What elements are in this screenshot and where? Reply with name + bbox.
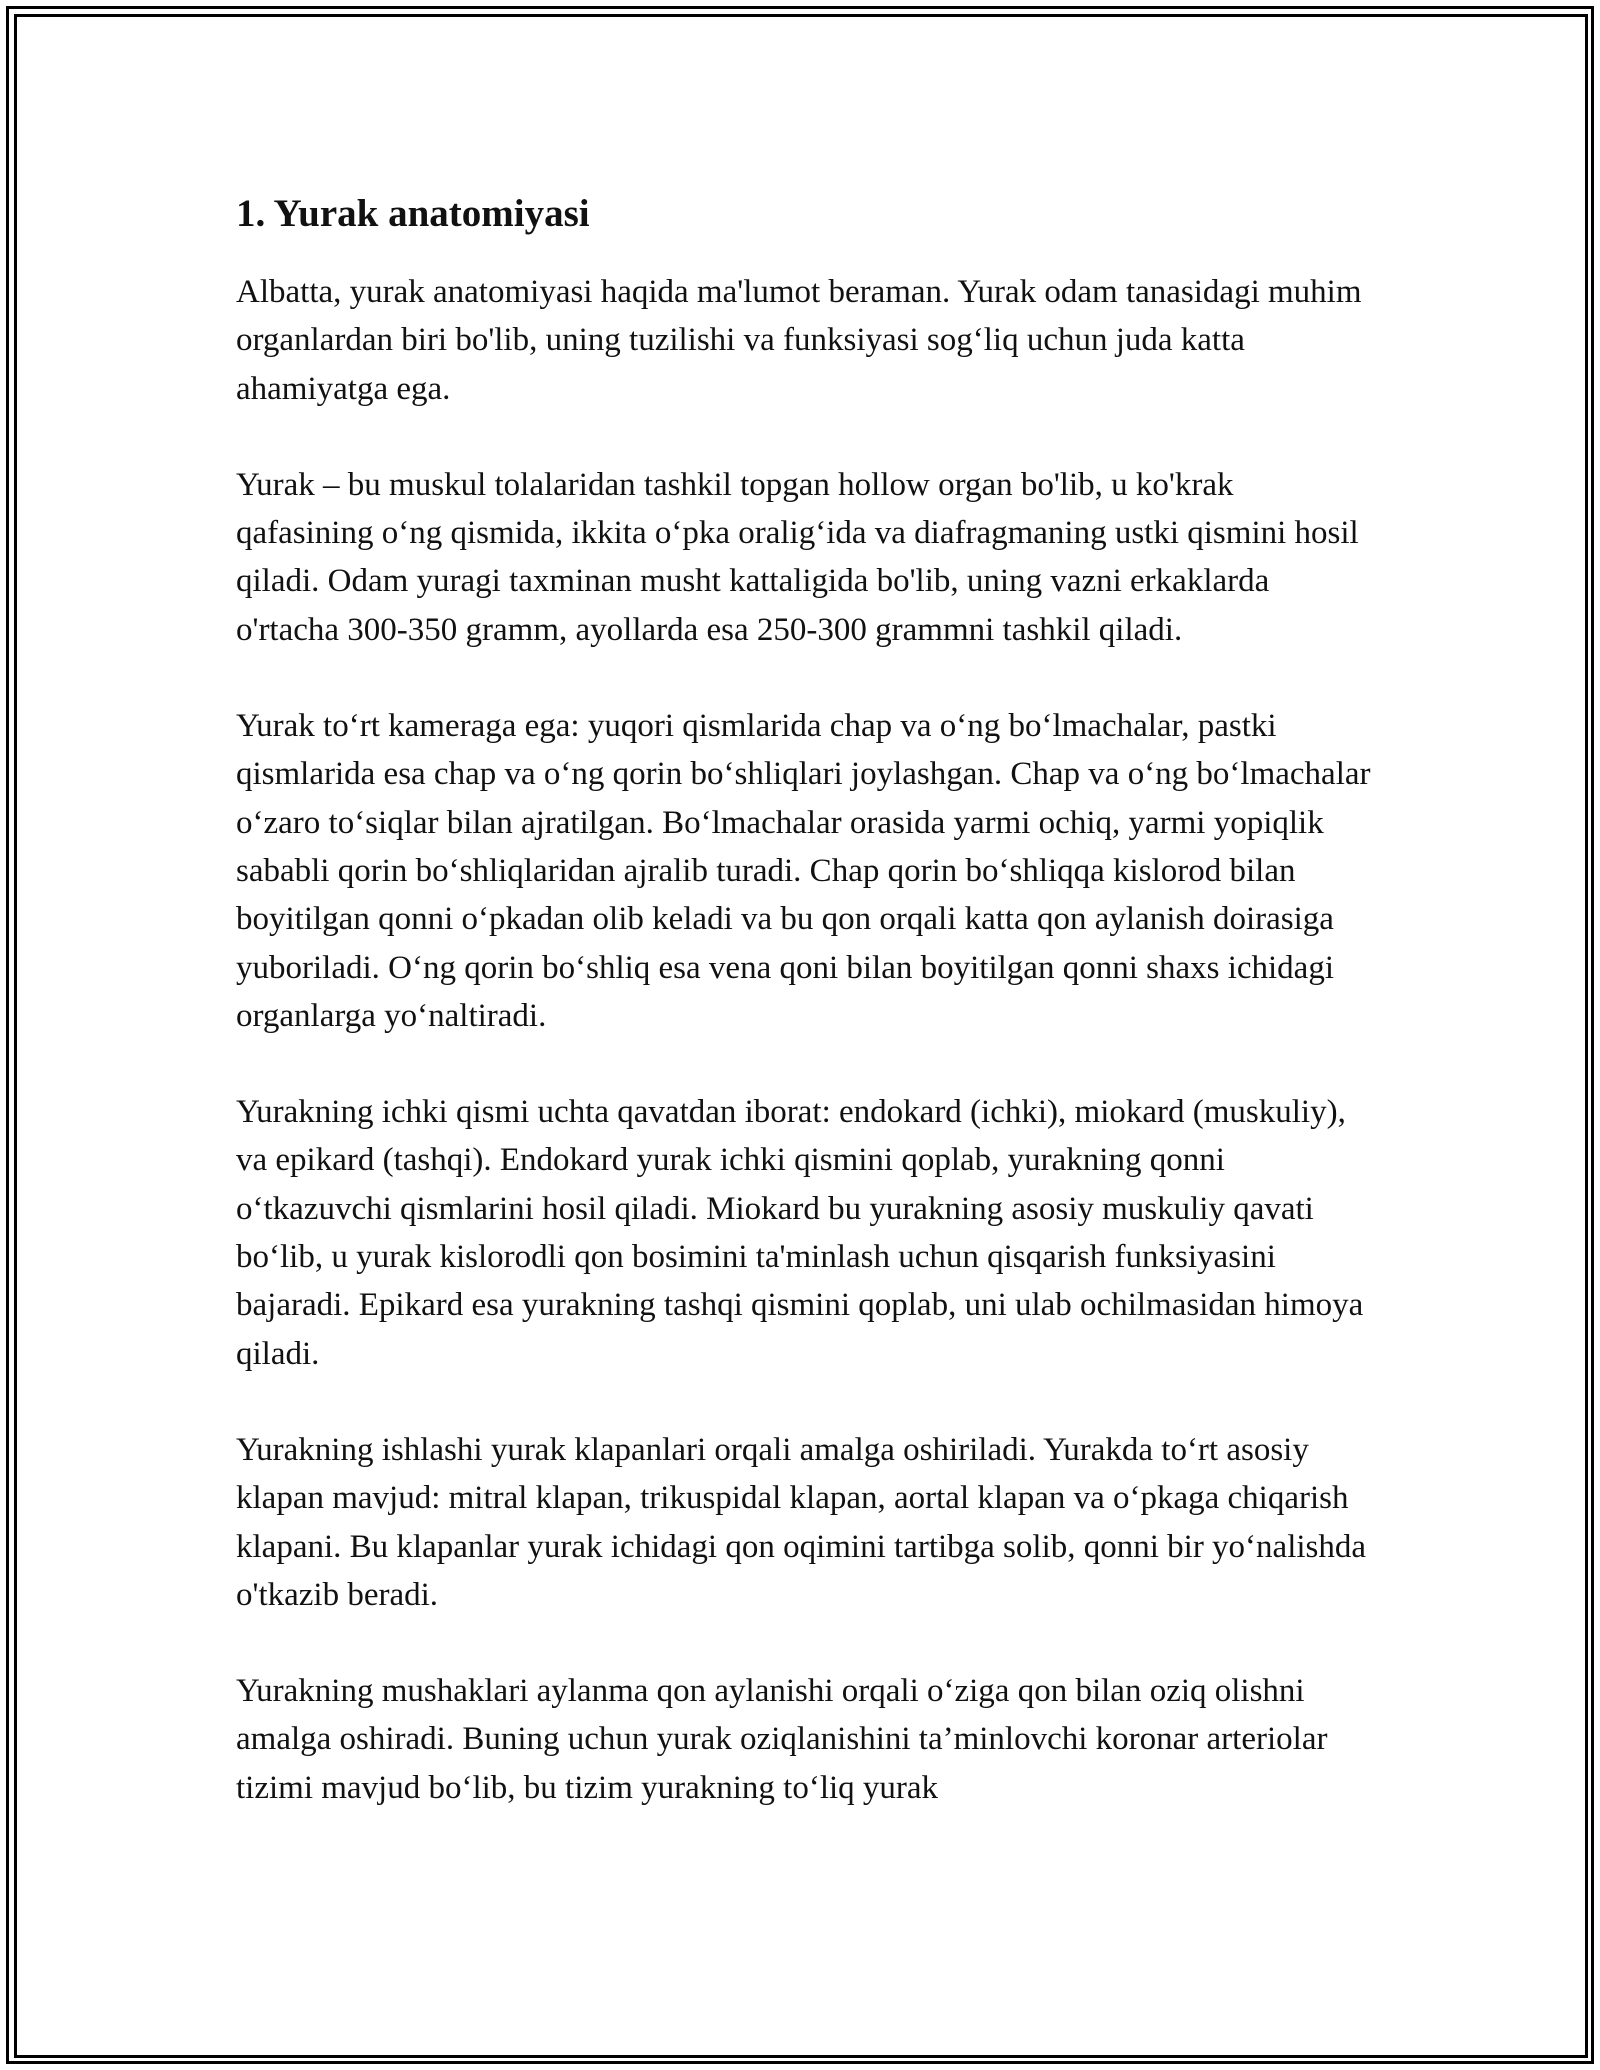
paragraph-location-size: Yurak – bu muskul tolalaridan tashkil topgan hollow organ bo'lib, u ko'krak qafasining o‘ng qismida, ikkita o‘pka oralig‘ida va diafragmaning ustki qismini hosil qiladi. Odam yuragi taxminan musht kattaligida bo'lib, uning vazni erkaklarda o'rtacha 300-350 gramm, ayollarda esa 250-300 grammni tashkil qiladi. (236, 466, 1359, 648)
section-heading: 1. Yurak anatomiyasi (236, 192, 590, 235)
paragraph-chambers: Yurak to‘rt kameraga ega: yuqori qismlarida chap va o‘ng bo‘lmachalar, pastki qismlarida esa chap va o‘ng qorin bo‘shliqlari joylashgan. Chap va o‘ng bo‘lmachalar o‘zaro to‘siqlar bilan ajratilgan. Bo‘lmachalar orasida yarmi ochiq, yarmi yopiqlik sababli qorin bo‘shliqlaridan ajralib turadi. Chap qorin bo‘shliqqa kislorod bilan boyitilgan qonni o‘pkadan olib keladi va bu qon orqali katta qon aylanish doirasiga yuboriladi. O‘ng qorin bo‘shliq esa vena qoni bilan boyitilgan qonni shaxs ichidagi organlarga yo‘naltiradi. (236, 708, 1371, 1034)
paragraph-layers: Yurakning ichki qismi uchta qavatdan iborat: endokard (ichki), miokard (muskuliy), va epikard (tashqi). Endokard yurak ichki qismini qoplab, yurakning qonni o‘tkazuvchi qismlarini hosil qiladi. Miokard bu yurakning asosiy muskuliy qavati bo‘lib, u yurak kislorodli qon bosimini ta'minlash uchun qisqarish funksiyasini bajaradi. Epikard esa yurakning tashqi qismini qoplab, uni ulab ochilmasidan himoya qiladi. (236, 1094, 1364, 1372)
paragraph-intro: Albatta, yurak anatomiyasi haqida ma'lumot beraman. Yurak odam tanasidagi muhim organlardan biri bo'lib, uning tuzilishi va funksiyasi sog‘liq uchun juda katta ahamiyatga ega. (236, 274, 1362, 407)
paragraph-coronary: Yurakning mushaklari aylanma qon aylanishi orqali o‘ziga qon bilan oziq olishni amalga oshiradi. Buning uchun yurak oziqlanishini ta’minlovchi koronar arteriolar tizimi mavjud bo‘lib, bu tizim yurakning to‘liq yurak (236, 1673, 1328, 1806)
document-body (236, 186, 1376, 1860)
paragraph-valves: Yurakning ishlashi yurak klapanlari orqali amalga oshiriladi. Yurakda to‘rt asosiy klapan mavjud: mitral klapan, trikuspidal klapan, aortal klapan va o‘pkaga chiqarish klapani. Bu klapanlar yurak ichidagi qon oqimini tartibga solib, qonni bir yo‘nalishda o'tkazib beradi. (236, 1431, 1367, 1613)
